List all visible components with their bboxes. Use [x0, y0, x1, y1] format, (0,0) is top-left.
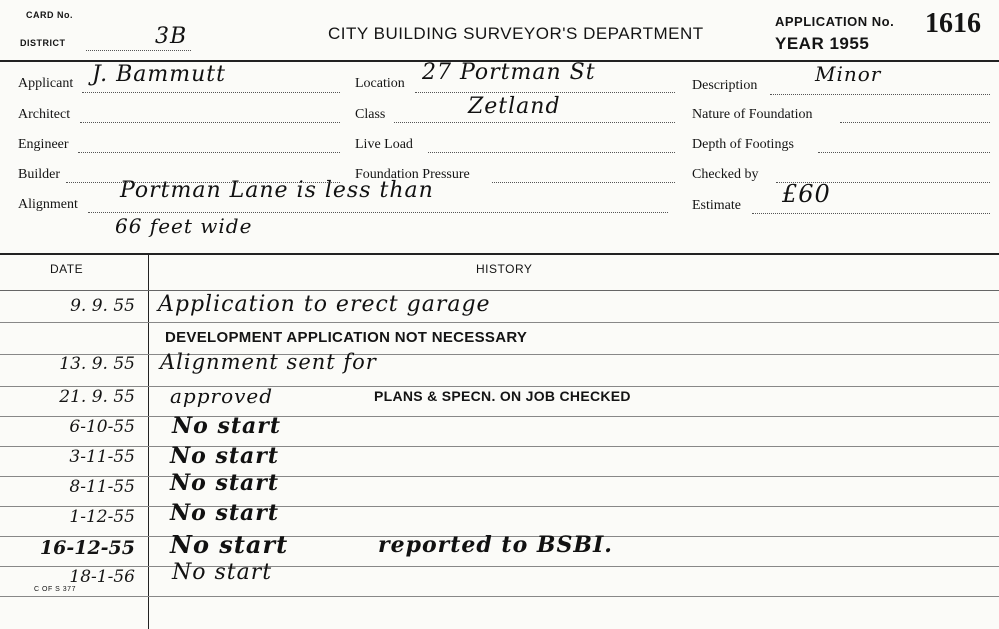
history-text: No start: [172, 560, 273, 585]
nature-of-foundation-label: Nature of Foundation: [692, 107, 813, 122]
live-load-line: [428, 152, 675, 153]
estimate-label: Estimate: [692, 198, 741, 213]
department-title: CITY BUILDING SURVEYOR'S DEPARTMENT: [328, 24, 704, 43]
engineer-label: Engineer: [18, 137, 69, 152]
history-text: No start: [170, 443, 279, 469]
alignment-value-line2: 66 feet wide: [115, 214, 253, 238]
description-label: Description: [692, 78, 758, 93]
history-row-rule: [0, 566, 999, 567]
history-text: Application to erect garage: [158, 292, 491, 317]
alignment-value-line1: Portman Lane is less than: [120, 178, 434, 203]
estimate-value: £60: [782, 180, 831, 208]
class-value: Zetland: [468, 94, 561, 119]
application-number: 1616: [925, 8, 981, 39]
checked-by-label: Checked by: [692, 167, 759, 182]
history-date: 18-1-56: [69, 567, 135, 587]
class-label: Class: [355, 107, 386, 122]
depth-of-footings-label: Depth of Footings: [692, 137, 794, 152]
history-text: No start: [170, 500, 279, 526]
location-line: [415, 92, 675, 93]
alignment-line: [88, 212, 668, 213]
class-line: [394, 122, 675, 123]
history-text: approved: [170, 384, 274, 408]
history-row-rule: [0, 354, 999, 355]
card-no-label: CARD No.: [26, 10, 73, 20]
history-text: No start: [170, 530, 289, 559]
nature-of-foundation-line: [840, 122, 990, 123]
history-date: 21. 9. 55: [59, 387, 135, 407]
description-line: [770, 94, 990, 95]
location-label: Location: [355, 76, 405, 91]
history-column-divider: [148, 253, 149, 629]
history-top-rule: [0, 253, 999, 255]
district-dotted-line: [86, 50, 191, 51]
applicant-label: Applicant: [18, 76, 74, 91]
depth-of-footings-line: [818, 152, 990, 153]
applicant-value: J. Bammutt: [92, 62, 226, 87]
history-row-rule: [0, 506, 999, 507]
development-stamp: DEVELOPMENT APPLICATION NOT NECESSARY: [165, 329, 528, 346]
history-extra-text: reported to BSBI.: [378, 532, 613, 558]
history-date: 16-12-55: [39, 537, 135, 559]
history-date: 9. 9. 55: [70, 296, 135, 316]
date-column-header: DATE: [50, 262, 84, 276]
district-label: DISTRICT: [20, 38, 66, 48]
foundation-pressure-label: Foundation Pressure: [355, 167, 470, 182]
application-no-label: APPLICATION No.: [775, 14, 895, 29]
architect-label: Architect: [18, 107, 71, 122]
history-row-rule: [0, 386, 999, 387]
history-date: 8-11-55: [69, 477, 135, 497]
form-code: C OF S 377: [34, 586, 76, 593]
applicant-line: [82, 92, 340, 93]
history-column-header: HISTORY: [476, 262, 533, 276]
engineer-line: [78, 152, 340, 153]
history-text: No start: [170, 470, 279, 496]
history-row-rule: [0, 322, 999, 323]
description-value: Minor: [815, 62, 882, 86]
history-row-rule: [0, 416, 999, 417]
district-value: 3B: [155, 24, 188, 49]
location-value: 27 Portman St: [422, 60, 596, 85]
estimate-line: [752, 213, 990, 214]
history-row-rule: [0, 290, 999, 291]
foundation-pressure-line: [492, 182, 675, 183]
year-label: YEAR 1955: [775, 34, 870, 53]
builder-label: Builder: [18, 167, 60, 182]
alignment-label: Alignment: [18, 197, 78, 212]
history-date: 6-10-55: [69, 417, 135, 437]
history-text: Alignment sent for: [160, 350, 377, 374]
history-date: 3-11-55: [69, 447, 135, 467]
history-date: 13. 9. 55: [59, 354, 135, 374]
history-row-rule: [0, 446, 999, 447]
architect-line: [80, 122, 340, 123]
history-row-rule: [0, 476, 999, 477]
history-row-rule: [0, 596, 999, 597]
plans-checked-stamp: PLANS & SPECN. ON JOB CHECKED: [374, 388, 631, 404]
history-date: 1-12-55: [69, 507, 135, 527]
live-load-label: Live Load: [355, 137, 413, 152]
history-text: No start: [172, 413, 281, 439]
